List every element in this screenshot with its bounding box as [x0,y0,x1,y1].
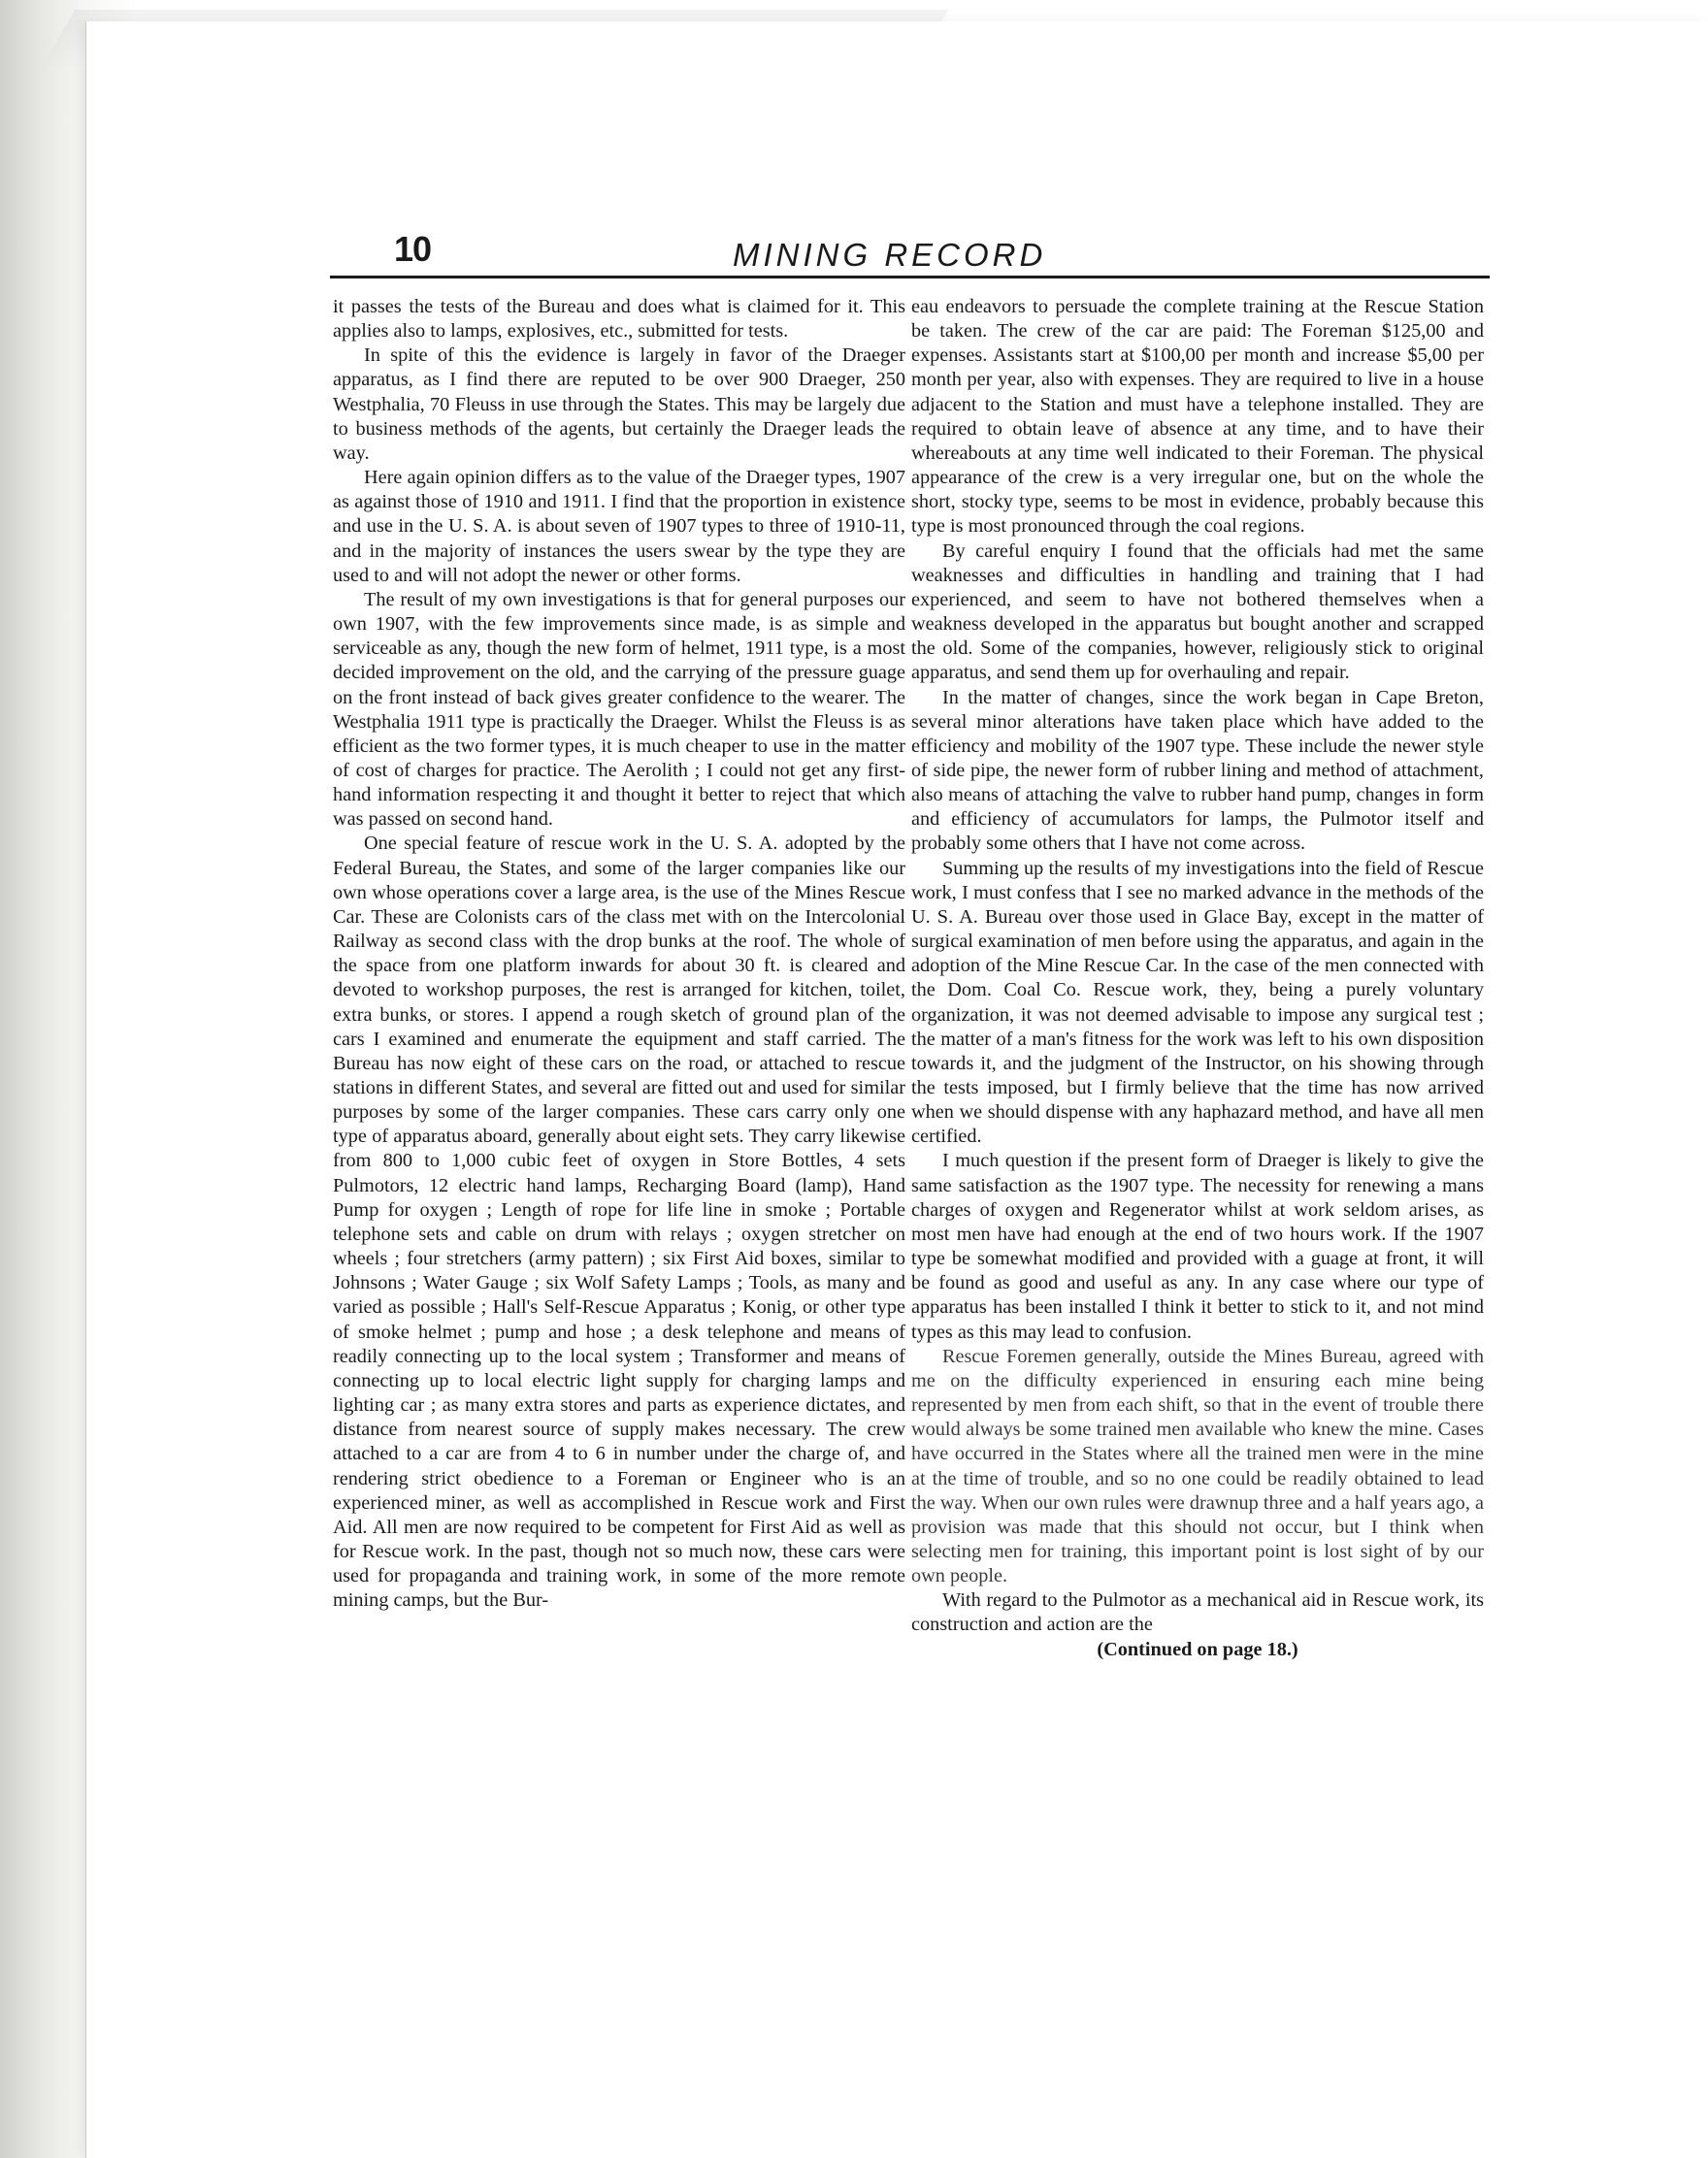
paragraph: Rescue Foremen generally, outside the Mines Bureau, agreed with me on the difficulty experienced in ensuring each mine being represented by men from each shift, so that in the event of trouble there would always be some trained men available who knew the mine. Cases have occurred in the States where all the trained men were in the mine at the time of trouble, and so no one could be readily obtained to lead the way. When our own rules were drawnup three and a half years ago, a provision was made that this should not occur, but I think when selecting men for training, this important point is lost sight of by our own people. [911,1345,1484,1587]
paragraph: In spite of this the evidence is largely in favor of the Draeger apparatus, as I find there are reputed to be over 900 Draeger, 250 Westphalia, 70 Fleuss in use through the States. This may be largely due to business methods of the agents, but certainly the Draeger leads the way. [333,344,905,464]
paragraph: eau endeavors to persuade the complete training at the Rescue Station be taken. The crew of the car are paid: The Foreman $125,00 and expenses. Assistants start at $100,00 per month and increase $5,00 per month per year, also with expenses. They are required to live in a house adjacent to the Station and must have a telephone installed. They are required to obtain leave of absence at any time, and to have their whereabouts at any time well indicated to their Foreman. The physical appearance of the crew is a very irregular one, but on the whole the short, stocky type, seems to be most in evidence, probably because this type is most pronounced through the coal regions. [911,296,1484,538]
right-column [911,295,1484,1662]
page-header [330,229,1490,278]
paragraph: One special feature of rescue work in the U. S. A. adopted by the Federal Bureau, the States, and some of the larger companies like our own whose operations cover a large area, is the use of the Mines Rescue Car. These are Colonists cars of the class met with on the Intercolonial Railway as second class with the drop bunks at the roof. The whole of the space from one platform inwards for about 30 ft. is cleared and devoted to workshop purposes, the rest is arranged for kitchen, toilet, extra bunks, or stores. I append a rough sketch of ground plan of the cars I examined and enumerate the equipment and staff carried. The Bureau has now eight of these cars on the road, or attached to rescue stations in different States, and several are fitted out and used for similar purposes by some of the larger companies. These cars carry only one type of apparatus aboard, generally about eight sets. They carry likewise from 800 to 1,000 cubic feet of oxygen in Store Bottles, 4 sets Pulmotors, 12 electric hand lamps, Recharging Board (lamp), Hand Pump for oxygen ; Length of rope for life line in smoke ; Portable telephone sets and cable on drum with relays ; oxygen stretcher on wheels ; four stretchers (army pattern) ; six First Aid boxes, similar to Johnsons ; Water Gauge ; six Wolf Safety Lamps ; Tools, as many and varied as possible ; Hall's Self-Rescue Apparatus ; Konig, or other type of smoke helmet ; pump and hose ; a desk telephone and means of readily connecting up to the local system ; Transformer and means of connecting up to local electric light supply for charging lamps and lighting car ; as many extra stores and parts as experience dictates, and distance from nearest source of supply makes necessary. The crew attached to a car are from 4 to 6 in number under the charge of, and rendering strict obedience to a Foreman or Engineer who is an experienced miner, as well as accomplished in Rescue work and First Aid. All men are now required to be competent for First Aid as well as for Rescue work. In the past, though not so much now, these cars were used for propaganda and training work, in some of the more remote mining camps, but the Bur- [333,833,905,1612]
paragraph: Here again opinion differs as to the value of the Draeger types, 1907 as against those of 1910 and 1911. I find that the proportion in existence and use in the U. S. A. is about seven of 1907 types to three of 1910-11, and in the majority of instances the users swear by the type they are used to and will not adopt the newer or other forms. [333,467,905,586]
paragraph: In the matter of changes, since the work began in Cape Breton, several minor alterations have taken place which have added to the efficiency and mobility of the 1907 type. These include the newer style of side pipe, the newer form of rubber lining and method of attachment, also means of attaching the valve to rubber hand pump, changes in form and efficiency of accumulators for lamps, the Pulmotor itself and probably some others that I have not come across. [911,686,1484,855]
paragraph: By careful enquiry I found that the officials had met the same weaknesses and difficulties in handling and training that I had experienced, and seem to have not bothered themselves when a weakness developed in the apparatus but bought another and scrapped the old. Some of the companies, however, religiously stick to original apparatus, and send them up for overhauling and repair. [911,540,1484,684]
paragraph: With regard to the Pulmotor as a mechanical aid in Rescue work, its construction and action are the [911,1589,1484,1636]
left-column [333,295,905,1613]
paragraph: Summing up the results of my investigations into the field of Rescue work, I must confess that I see no marked advance in the methods of the U. S. A. Bureau over those used in Glace Bay, except in the matter of surgical examination of men before using the apparatus, and again in the adoption of the Mine Rescue Car. In the case of the men connected with the Dom. Coal Co. Rescue work, they, being a purely voluntary organization, it was not deemed advisable to impose any surgical test ; the matter of a man's fitness for the work was left to his own disposition towards it, and the judgment of the Instructor, on his showing through the tests imposed, but I firmly believe that the time has now arrived when we should dispense with any haphazard method, and have all men certified. [911,857,1484,1148]
paragraph: I much question if the present form of Draeger is likely to give the same satisfaction as the 1907 type. The necessity for renewing a mans charges of oxygen and Regenerator whilst at work seldom arises, as most men have had enough at the end of two hours work. If the 1907 type be somewhat modified and provided with a guage at front, it will be found as good and useful as any. In any case where our type of apparatus has been installed I think it better to stick to it, and not mind types as this may lead to confusion. [911,1150,1484,1343]
continued-note: (Continued on page 18.) [1097,1638,1298,1660]
page-number: 10 [394,229,432,269]
paragraph: it passes the tests of the Bureau and does what is claimed for it. This applies also to lamps, explosives, etc., submitted for tests. [333,296,905,343]
journal-title: MINING RECORD [733,237,1047,273]
paragraph: The result of my own investigations is that for general purposes our own 1907, with the few improvements since made, is as simple and serviceable as any, though the new form of helmet, 1911 type, is a most decided improvement on the old, and the carrying of the pressure guage on the front instead of back gives greater confidence to the wearer. The Westphalia 1911 type is practically the Draeger. Whilst the Fleuss is as efficient as the two former types, it is much cheaper to use in the matter of cost of charges for practice. The Aerolith ; I could not get any first-hand information respecting it and thought it better to reject that which was passed on second hand. [333,588,905,831]
